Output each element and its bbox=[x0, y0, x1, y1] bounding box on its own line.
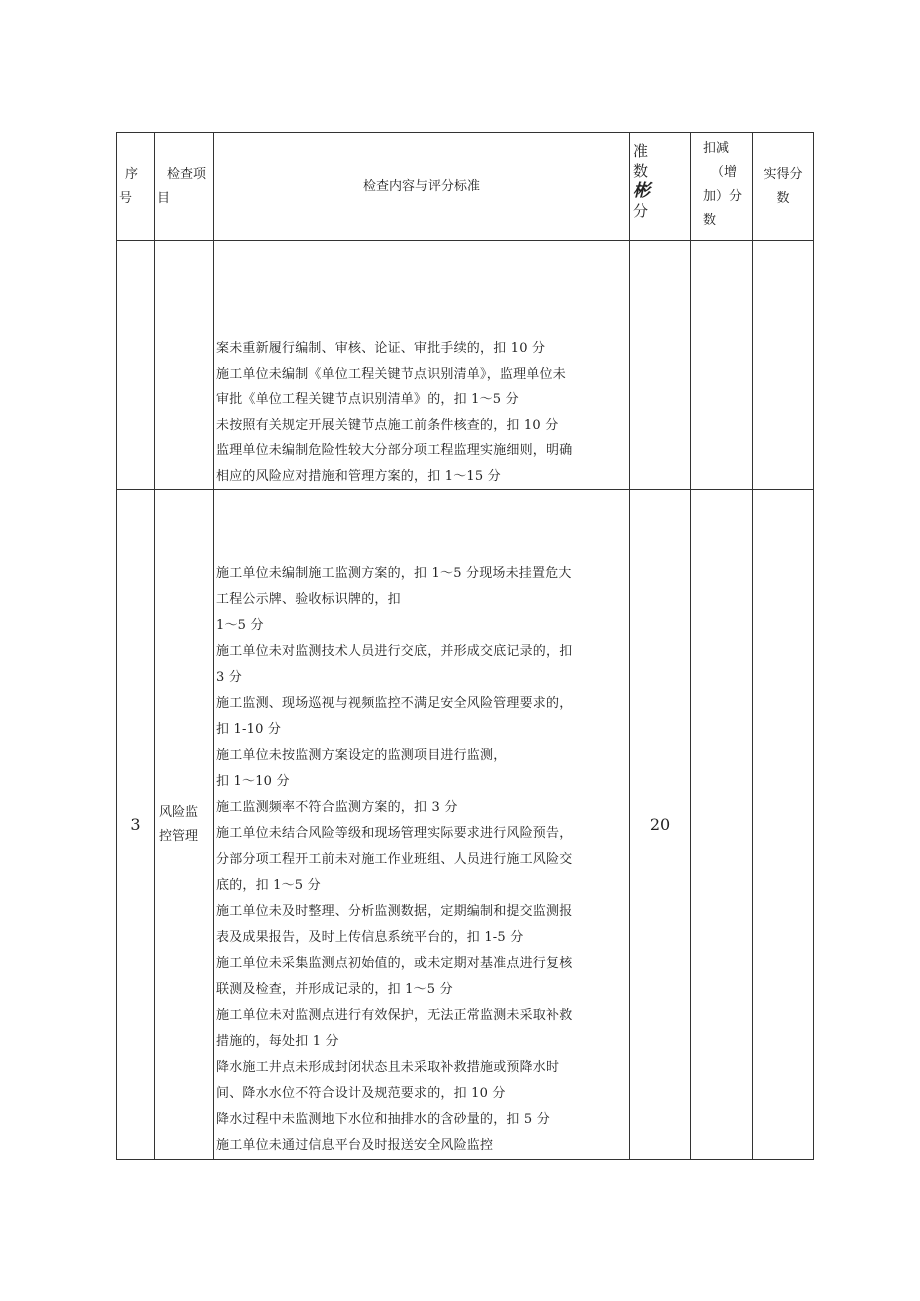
content-line: 施工单位未编制《单位工程关键节点识别清单》，监理单位未 bbox=[216, 366, 566, 382]
row-content bbox=[214, 241, 630, 490]
content-line: 施工单位未通过信息平台及时报送安全风险监控 bbox=[216, 1138, 494, 1153]
content-line: 施工监测、现场巡视与视频监控不满足安全风险管理要求的， bbox=[216, 696, 573, 711]
header-item: 检查项 目 bbox=[155, 133, 214, 241]
row-item: 风险监 控管理 bbox=[155, 490, 214, 1160]
row-content bbox=[214, 490, 630, 1160]
handwritten-mark: 彬 bbox=[633, 181, 650, 201]
table-row bbox=[117, 241, 814, 490]
content-line: 审批《单位工程关键节点识别清单》的，扣 1～5 分 bbox=[216, 392, 519, 407]
row-no: 3 bbox=[117, 490, 155, 1160]
table-row bbox=[117, 490, 814, 1160]
content-line: 降水过程中未监测地下水位和抽排水的含砂量的，扣 5 分 bbox=[216, 1112, 550, 1127]
row-no bbox=[117, 241, 155, 490]
header-no: 序 号 bbox=[117, 133, 155, 241]
content-line: 未按照有关规定开展关键节点施工前条件核查的，扣 10 分 bbox=[216, 417, 559, 433]
content-line: 1～5 分 bbox=[216, 618, 264, 633]
content-line: 联测及检查，并形成记录的，扣 1～5 分 bbox=[216, 982, 453, 997]
content-line: 措施的，每处扣 1 分 bbox=[216, 1034, 339, 1049]
content-line: 底的，扣 1～5 分 bbox=[216, 878, 321, 893]
content-line: 监理单位未编制危险性较大分部分项工程监理实施细则，明确 bbox=[216, 443, 573, 458]
row-actual-score bbox=[753, 241, 814, 490]
content-line: 扣 1～10 分 bbox=[216, 774, 290, 789]
row-deduction bbox=[691, 490, 753, 1160]
header-actual-score: 实得分 数 bbox=[753, 133, 814, 241]
header-deduction: 扣减 （增 加）分 数 bbox=[691, 133, 753, 241]
content-line: 施工单位未采集监测点初始值的，或未定期对基准点进行复核 bbox=[216, 956, 573, 971]
content-line: 间、降水水位不符合设计及规范要求的，扣 10 分 bbox=[216, 1086, 506, 1101]
row-standard-score bbox=[630, 241, 691, 490]
content-line: 施工单位未及时整理、分析监测数据，定期编制和提交监测报 bbox=[216, 904, 573, 919]
content-line: 分部分项工程开工前未对施工作业班组、人员进行施工风险交 bbox=[216, 852, 573, 867]
content-line: 案未重新履行编制、审核、论证、审批手续的，扣 10 分 bbox=[216, 341, 546, 356]
content-line: 降水施工井点未形成封闭状态且未采取补救措施或预降水时 bbox=[216, 1060, 560, 1075]
content-line: 3 分 bbox=[216, 670, 243, 685]
row-actual-score bbox=[753, 490, 814, 1160]
content-line: 相应的风险应对措施和管理方案的，扣 1～15 分 bbox=[216, 468, 501, 484]
row-item bbox=[155, 241, 214, 490]
content-line: 表及成果报告，及时上传信息系统平台的，扣 1-5 分 bbox=[216, 930, 524, 945]
content-line: 施工单位未结合风险等级和现场管理实际要求进行风险预告， bbox=[216, 826, 573, 841]
row-standard-score: 20 bbox=[630, 490, 691, 1160]
inspection-table bbox=[116, 132, 814, 1160]
content-line: 施工单位未编制施工监测方案的，扣 1～5 分现场未挂置危大 bbox=[216, 566, 572, 581]
content-line: 扣 1-10 分 bbox=[216, 722, 282, 737]
header-standard-score: 准 数 彬 分 bbox=[630, 133, 691, 241]
content-line: 施工单位未对监测点进行有效保护，无法正常监测未采取补救 bbox=[216, 1008, 573, 1023]
content-line: 施工单位未按监测方案设定的监测项目进行监测， bbox=[216, 748, 507, 763]
content-line: 工程公示牌、验收标识牌的，扣 bbox=[216, 592, 401, 607]
header-row bbox=[117, 133, 814, 241]
header-content: 检查内容与评分标准 bbox=[214, 133, 630, 241]
content-line: 施工监测频率不符合监测方案的，扣 3 分 bbox=[216, 800, 458, 815]
content-line: 施工单位未对监测技术人员进行交底，并形成交底记录的，扣 bbox=[216, 644, 573, 659]
row-deduction bbox=[691, 241, 753, 490]
